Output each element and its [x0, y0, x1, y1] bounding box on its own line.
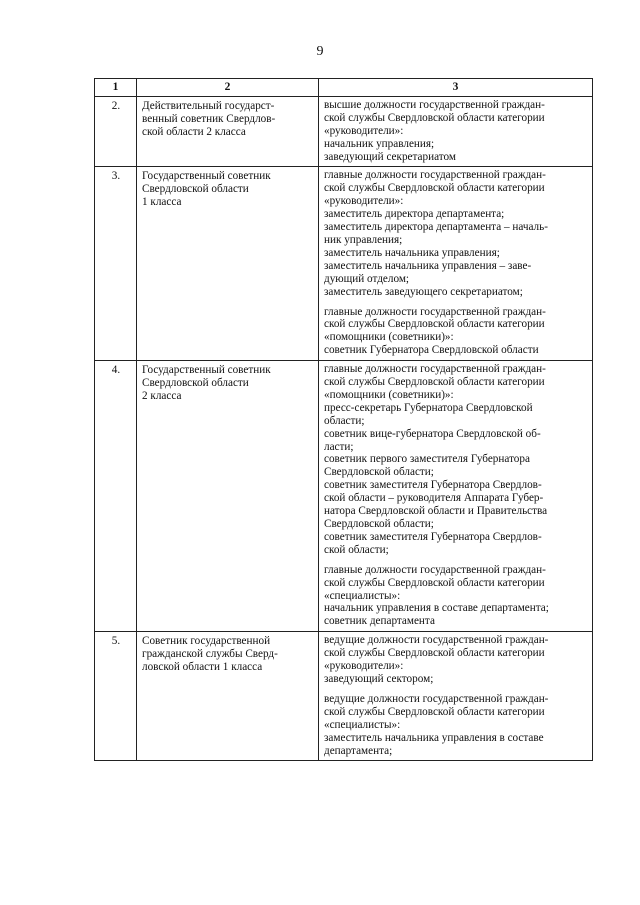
- class-rank-line: Действительный государст-: [142, 99, 275, 112]
- position-line: ской службы Свердловской области категории: [324, 376, 545, 389]
- row-number: 2.: [95, 96, 137, 167]
- position-line: ской службы Свердловской области категории: [324, 318, 545, 331]
- position-line: «специалисты»:: [324, 718, 401, 731]
- class-rank-line: Свердловской области: [142, 377, 249, 390]
- class-rank-line: Свердловской области: [142, 183, 249, 196]
- positions-cell: [319, 361, 593, 632]
- row-number: 3.: [95, 167, 137, 361]
- position-line: дующий отделом;: [324, 272, 410, 285]
- class-rank-cell: [137, 632, 319, 761]
- position-line: заведующий сектором;: [324, 672, 434, 685]
- position-line: «руководители»:: [324, 124, 404, 137]
- position-line: заместитель директора департамента;: [324, 208, 505, 221]
- position-line: ник управления;: [324, 233, 403, 246]
- position-line: ласти;: [324, 440, 354, 453]
- column-header: 2: [137, 79, 319, 97]
- table-row: [95, 167, 593, 361]
- position-line: Свердловской области;: [324, 518, 434, 530]
- class-rank-line: венный советник Свердлов-: [142, 112, 276, 125]
- positions-group: [324, 169, 588, 298]
- class-rank-line: Государственный советник: [142, 170, 271, 183]
- positions-group: [324, 306, 588, 358]
- class-rank-cell: [137, 361, 319, 632]
- positions-group: [324, 634, 588, 686]
- table-row: [95, 361, 593, 632]
- positions-cell: [319, 632, 593, 761]
- position-line: высшие должности государственной граждан-: [324, 98, 545, 111]
- position-line: ской службы Свердловской области категории: [324, 111, 545, 124]
- position-line: ской области – руководителя Аппарата Губер-: [324, 492, 544, 505]
- position-line: «специалисты»:: [324, 589, 401, 602]
- position-line: советник первого заместителя Губернатора: [324, 453, 530, 466]
- position-line: области;: [324, 414, 365, 427]
- position-line: главные должности государственной граждан-: [324, 363, 546, 376]
- column-header: 3: [319, 79, 593, 97]
- position-line: департамента;: [324, 744, 393, 757]
- position-line: заместитель начальника управления;: [324, 246, 500, 259]
- position-line: пресс-секретарь Губернатора Свердловской: [324, 401, 533, 414]
- positions-group: [324, 693, 588, 758]
- position-line: ской службы Свердловской области категории: [324, 182, 545, 195]
- position-line: советник заместителя Губернатора Свердлов-: [324, 530, 542, 543]
- positions-cell: [319, 96, 593, 167]
- position-line: начальник управления в составе департамента;: [324, 602, 549, 615]
- position-line: советник вице-губернатора Свердловской об-: [324, 427, 541, 440]
- position-line: советник заместителя Губернатора Свердлов-: [324, 479, 542, 492]
- position-line: заместитель директора департамента – началь-: [324, 221, 548, 234]
- position-line: ской службы Свердловской области категории: [324, 576, 545, 589]
- table-row: [95, 96, 593, 167]
- position-line: ской области;: [324, 543, 389, 556]
- table-body: [95, 96, 593, 761]
- positions-table: [94, 78, 593, 761]
- position-line: советник Губернатора Свердловской области: [324, 344, 539, 357]
- position-line: «помощники (советники)»:: [324, 388, 454, 401]
- position-line: заведующий секретариатом: [324, 150, 456, 163]
- positions-group: [324, 363, 588, 557]
- position-line: советник департамента: [324, 615, 435, 628]
- class-rank-line: ловской области 1 класса: [142, 661, 263, 674]
- position-line: заместитель заведующего секретариатом;: [324, 285, 523, 298]
- position-line: «помощники (советники)»:: [324, 331, 454, 344]
- class-rank-cell: [137, 167, 319, 361]
- position-line: главные должности государственной граждан-: [324, 169, 546, 182]
- class-rank-line: 1 класса: [142, 196, 182, 209]
- class-rank-line: Советник государственной: [142, 635, 271, 648]
- position-line: Свердловской области;: [324, 466, 434, 479]
- position-line: заместитель начальника управления в составе: [324, 731, 544, 744]
- position-line: главные должности государственной граждан-: [324, 563, 546, 576]
- position-line: ведущие должности государственной граждан-: [324, 692, 549, 705]
- positions-group: [324, 99, 588, 164]
- position-line: ской службы Свердловской области категории: [324, 647, 545, 660]
- position-line: заместитель начальника управления – заве-: [324, 259, 532, 272]
- class-rank-line: Государственный советник: [142, 364, 271, 377]
- position-line: главные должности государственной граждан-: [324, 305, 546, 318]
- column-header: 1: [95, 79, 137, 97]
- positions-cell: [319, 167, 593, 361]
- table-row: [95, 632, 593, 761]
- position-line: «руководители»:: [324, 660, 404, 673]
- table-header-row: [95, 79, 593, 97]
- class-rank-line: ской области 2 класса: [142, 125, 246, 138]
- position-line: начальник управления;: [324, 137, 435, 150]
- class-rank-line: гражданской службы Сверд-: [142, 648, 278, 661]
- class-rank-line: 2 класса: [142, 389, 182, 402]
- position-line: ской службы Свердловской области категории: [324, 705, 545, 718]
- position-line: ведущие должности государственной граждан-: [324, 634, 549, 647]
- row-number: 5.: [95, 632, 137, 761]
- row-number: 4.: [95, 361, 137, 632]
- position-line: натора Свердловской области и Правительства: [324, 505, 548, 518]
- class-rank-cell: [137, 96, 319, 167]
- page-number: 9: [316, 44, 324, 59]
- position-line: «руководители»:: [324, 195, 404, 208]
- positions-group: [324, 564, 588, 629]
